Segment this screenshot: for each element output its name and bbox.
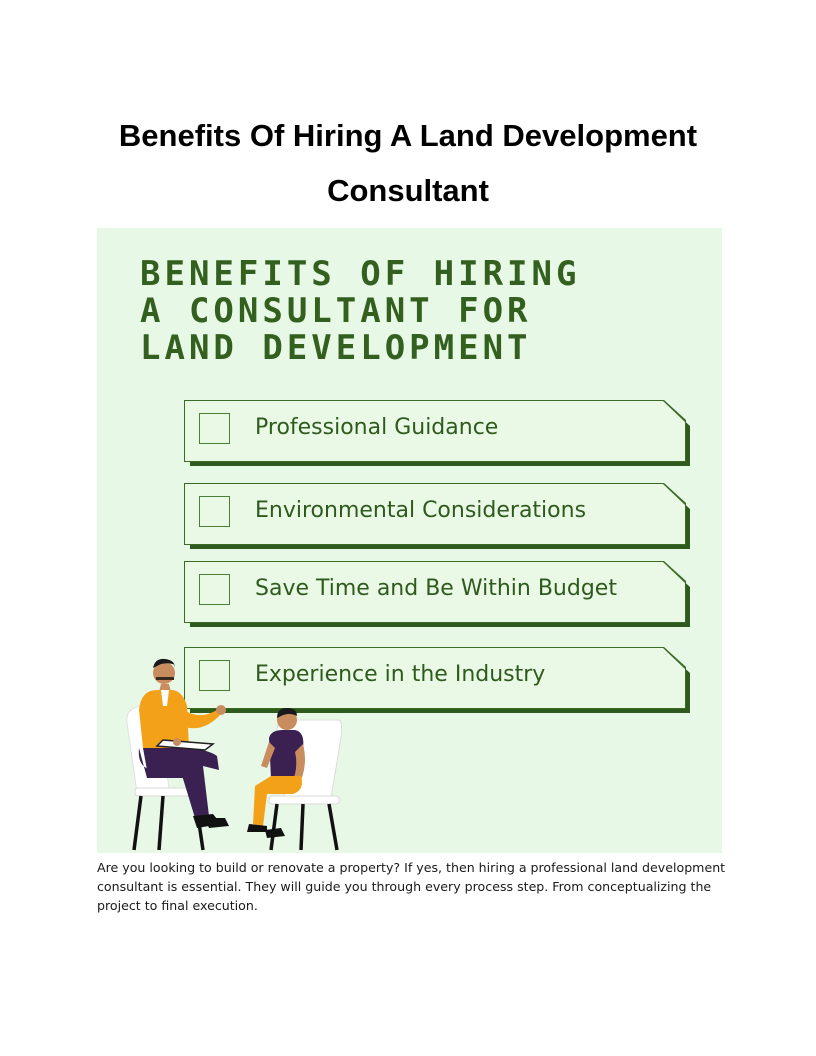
- checkbox[interactable]: [199, 574, 230, 605]
- infographic-heading: [140, 256, 700, 367]
- benefit-card-professional-guidance: [184, 400, 690, 462]
- body-paragraph: Are you looking to build or renovate a property? If yes, then hiring a professional land development consultant is essential. They will guide you through every process step. From conceptualizing the project to final execution.: [97, 860, 726, 913]
- consultant-and-client-seated-icon: [117, 648, 347, 853]
- heading-line-2: A CONSULTANT FOR: [140, 291, 532, 331]
- infographic: [97, 228, 722, 853]
- page-title: Benefits Of Hiring A Land Development Consultant: [118, 118, 698, 208]
- benefit-card-save-time: [184, 561, 690, 623]
- card-label: Environmental Considerations: [255, 498, 587, 523]
- benefit-card-environmental-considerations: [184, 483, 690, 545]
- card-label: Experience in the Industry: [255, 662, 546, 687]
- card-label: Professional Guidance: [255, 415, 499, 440]
- checkbox[interactable]: [199, 496, 230, 527]
- heading-line-1: BENEFITS OF HIRING: [140, 254, 581, 294]
- heading-line-3: LAND DEVELOPMENT: [140, 328, 532, 368]
- card-label: Save Time and Be Within Budget: [255, 576, 617, 601]
- checkbox[interactable]: [199, 413, 230, 444]
